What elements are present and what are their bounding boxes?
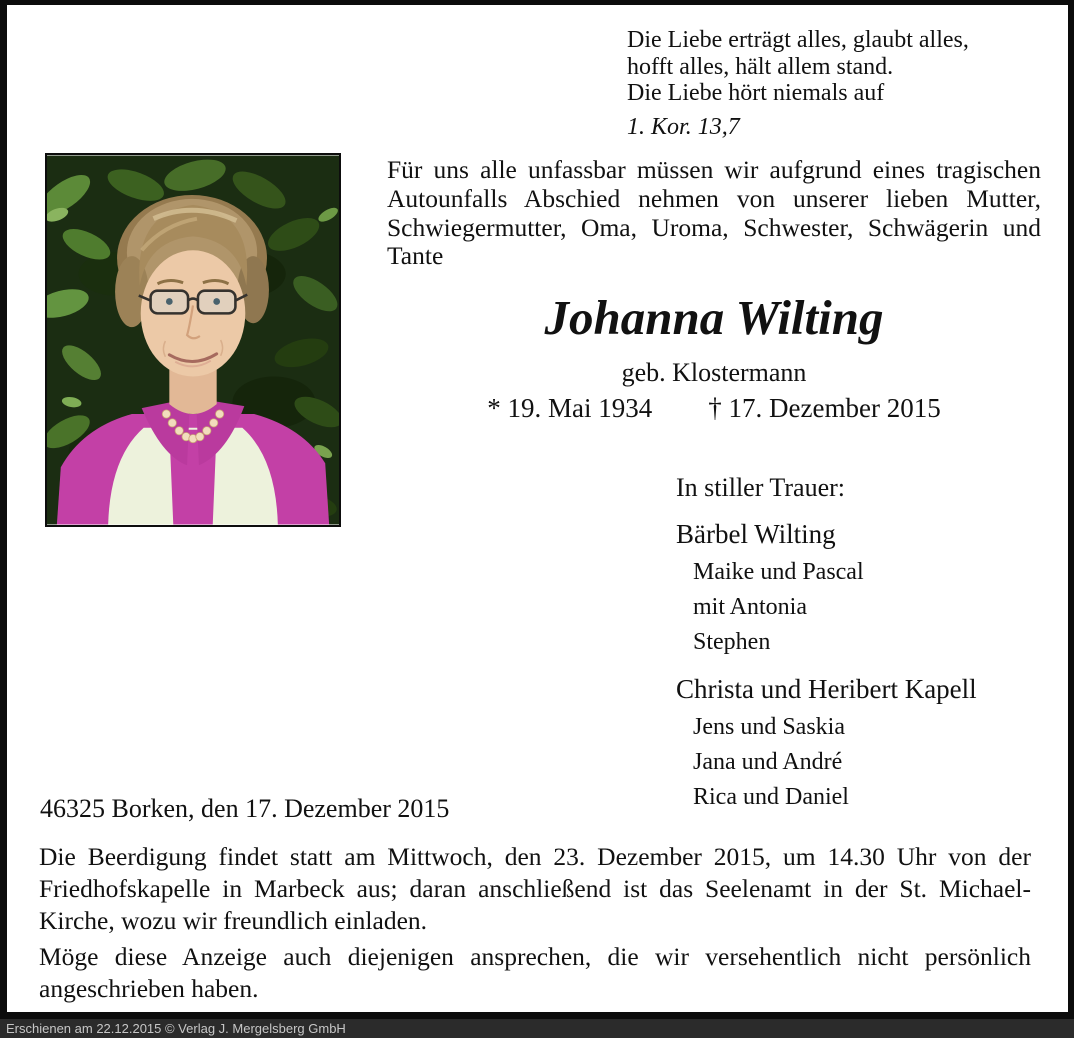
mourner-sub: Stephen xyxy=(693,629,771,655)
mourning-heading: In stiller Trauer: xyxy=(676,473,845,502)
quote-line: Die Liebe erträgt alles, glaubt alles, xyxy=(627,27,969,53)
intro-paragraph: Für uns alle unfassbar müssen wir aufgrund eines tragischen Autounfalls Abschied nehmen von unserer lieben Mutter, Schwiegermutter, Oma, Uroma, Schwester, Schwägerin und Tante xyxy=(387,155,1041,271)
maiden-name: geb. Klostermann xyxy=(621,358,807,387)
mourner-sub: Rica und Daniel xyxy=(693,784,849,810)
bible-quote xyxy=(627,27,969,140)
quote-line: hofft alles, hält allem stand. xyxy=(627,53,894,80)
mourner-sub: mit Antonia xyxy=(693,594,807,620)
life-dates xyxy=(387,393,1041,424)
mourner-main: Bärbel Wilting xyxy=(676,519,836,549)
funeral-info-paragraph: Die Beerdigung findet statt am Mittwoch, den 23. Dezember 2015, um 14.30 Uhr von der Friedhofskapelle in Marbeck aus; daran anschließend ist das Seelenamt in der St. Michael-Kirche, wozu wir freundlich einladen. xyxy=(39,842,1031,935)
death-date: † 17. Dezember 2015 xyxy=(708,393,941,423)
portrait-photo-illustration xyxy=(47,155,339,525)
quote-line: Die Liebe hört niemals auf xyxy=(627,80,885,106)
mourning-list xyxy=(676,472,977,811)
mourner-sub: Jens und Saskia xyxy=(693,714,845,740)
mourner-sub: Jana und André xyxy=(693,749,843,775)
apology-paragraph: Möge diese Anzeige auch diejenigen ansprechen, die wir versehentlich nicht persönlich angeschrieben haben. xyxy=(39,942,1031,1003)
deceased-name: Johanna Wilting xyxy=(544,290,884,345)
portrait-photo xyxy=(45,153,341,527)
mourner-sub: Maike und Pascal xyxy=(693,559,864,585)
publisher-footer: Erschienen am 22.12.2015 © Verlag J. Mergelsberg GmbH xyxy=(0,1019,1074,1038)
mourner-main: Christa und Heribert Kapell xyxy=(676,674,977,704)
birth-date: * 19. Mai 1934 xyxy=(487,393,653,423)
place-date-line: 46325 Borken, den 17. Dezember 2015 xyxy=(40,794,450,823)
quote-source: 1. Kor. 13,7 xyxy=(627,113,740,140)
